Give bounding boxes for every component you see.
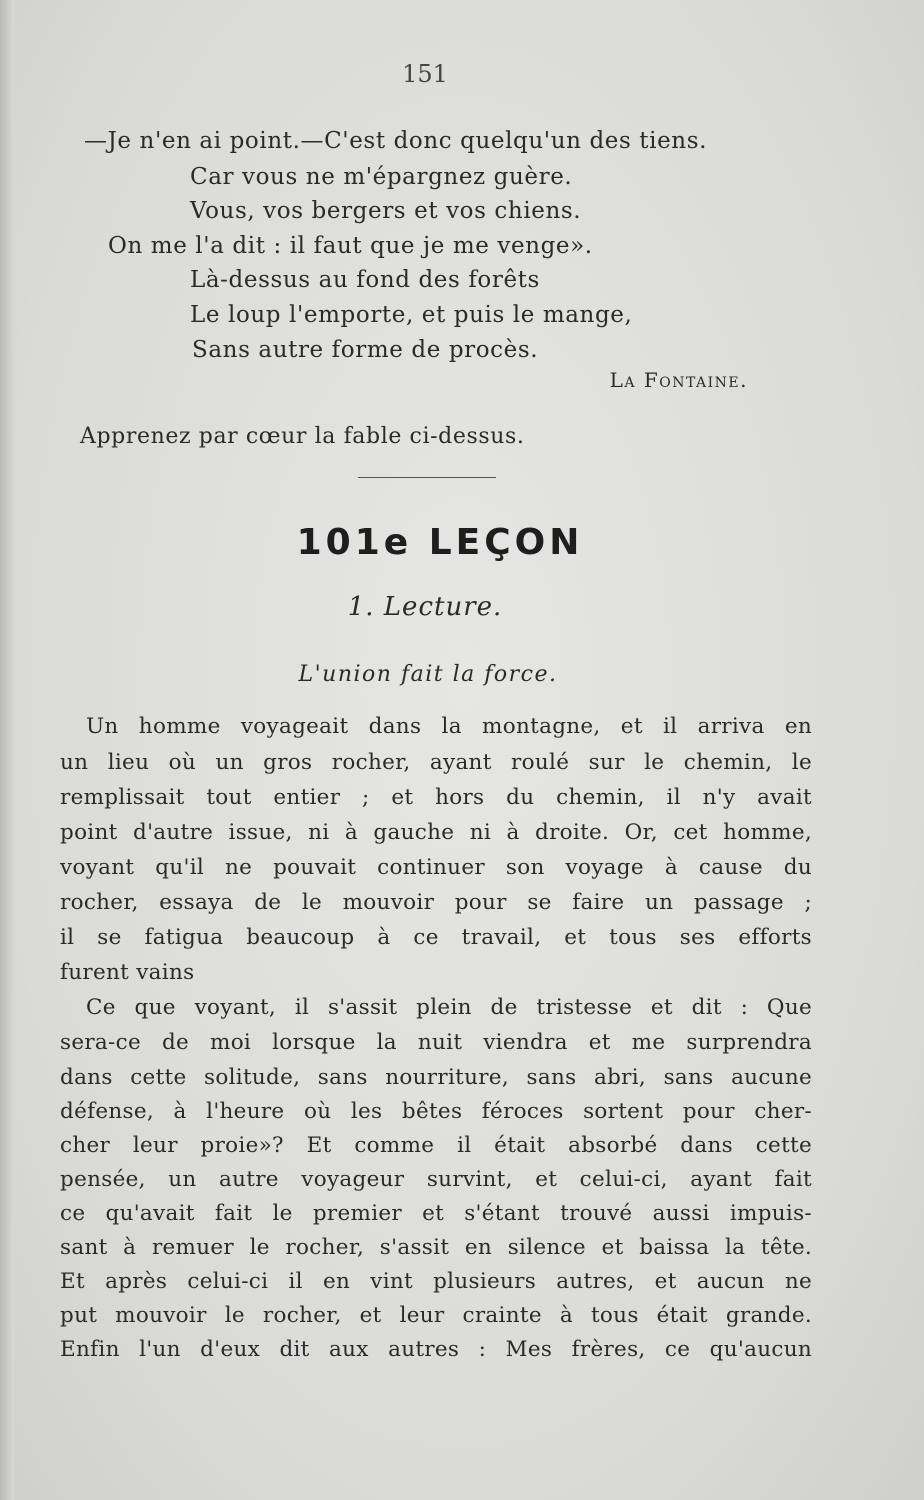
poem-line: Là-dessus au fond des forêts [190, 267, 540, 293]
text-line: Enfin l'un d'eux dit aux autres : Mes frères, ce qu'aucun [60, 1337, 812, 1362]
text-line: Un homme voyageait dans la montagne, et il arriva en [86, 714, 812, 739]
reading-title: L'union fait la force. [298, 662, 558, 687]
text-line: dans cette solitude, sans nourriture, sans abri, sans aucune [60, 1065, 812, 1090]
text-line: furent vains [60, 960, 195, 985]
page-number: 151 [402, 60, 448, 88]
poem-line: Le loup l'emporte, et puis le mange, [190, 302, 633, 328]
text-line: sera-ce de moi lorsque la nuit viendra et me surprendra [60, 1030, 812, 1055]
text-line: Et après celui-ci il en vint plusieurs autres, et aucun ne [60, 1269, 812, 1294]
poem-line: On me l'a dit : il faut que je me venge». [108, 233, 593, 259]
section-divider [358, 477, 496, 478]
text-line: sant à remuer le rocher, s'assit en silence et baissa la tête. [60, 1235, 812, 1260]
text-line: rocher, essaya de le mouvoir pour se faire un passage ; [60, 890, 812, 915]
text-line: voyant qu'il ne pouvait continuer son voyage à cause du [60, 855, 812, 880]
poem-line: Car vous ne m'épargnez guère. [190, 164, 573, 190]
poem-line: —Je n'en ai point.—C'est donc quelqu'un des tiens. [84, 128, 708, 154]
text-line: il se fatigua beaucoup à ce travail, et tous ses efforts [60, 925, 812, 950]
text-line: put mouvoir le rocher, et leur crainte à tous était grande. [60, 1303, 812, 1328]
text-line: cher leur proie»? Et comme il était absorbé dans cette [60, 1133, 812, 1158]
poem-line: Sans autre forme de procès. [192, 337, 539, 363]
text-line: Ce que voyant, il s'assit plein de tristesse et dit : Que [86, 995, 812, 1020]
section-heading: 1. Lecture. [347, 592, 503, 622]
text-line: ce qu'avait fait le premier et s'étant trouvé aussi impuis- [60, 1201, 812, 1226]
text-line: défense, à l'heure où les bêtes féroces sortent pour cher- [60, 1099, 812, 1124]
lesson-title: 101e LEÇON [296, 522, 584, 563]
poem-line: Vous, vos bergers et vos chiens. [190, 198, 582, 224]
instruction-text: Apprenez par cœur la fable ci-dessus. [80, 424, 525, 449]
text-line: pensée, un autre voyageur survint, et celui-ci, ayant fait [60, 1167, 812, 1192]
page-gutter-shadow [0, 0, 14, 1500]
text-line: un lieu où un gros rocher, ayant roulé sur le chemin, le [60, 750, 812, 775]
text-line: remplissait tout entier ; et hors du chemin, il n'y avait [60, 785, 812, 810]
text-line: point d'autre issue, ni à gauche ni à droite. Or, cet homme, [60, 820, 812, 845]
poem-author: La Fontaine. [609, 368, 748, 392]
